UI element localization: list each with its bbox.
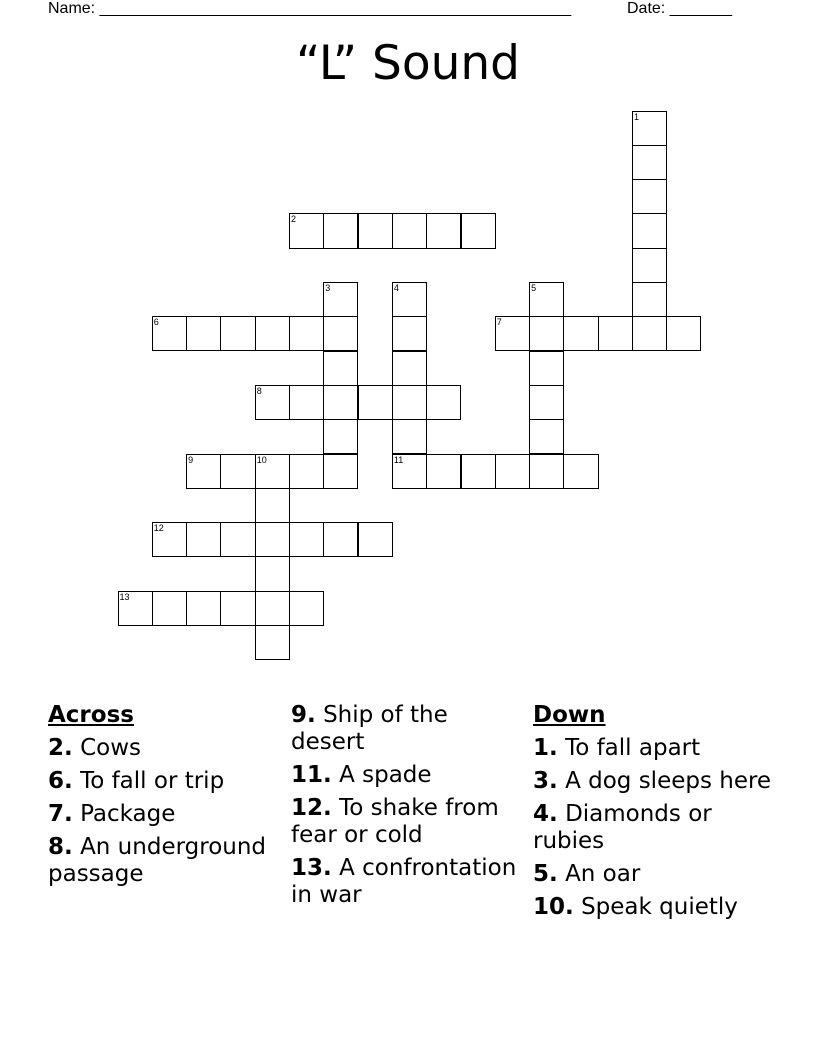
grid-cell[interactable]	[255, 488, 290, 523]
cell-number: 13	[119, 591, 130, 602]
clue-text: A spade	[339, 762, 432, 788]
grid-cell[interactable]	[152, 316, 187, 351]
grid-cell[interactable]	[563, 316, 598, 351]
grid-cell[interactable]	[289, 522, 324, 557]
clue-number: 12.	[291, 795, 332, 821]
cell-number: 1	[634, 111, 640, 122]
grid-cell[interactable]	[323, 419, 358, 454]
clue-column-1	[48, 702, 284, 894]
name-label: Name:	[48, 0, 96, 17]
grid-cell[interactable]	[323, 522, 358, 557]
clue-across-9	[291, 702, 527, 756]
clue-number: 5.	[533, 861, 558, 887]
clue-across-12	[291, 795, 527, 849]
clue-text: Cows	[80, 735, 141, 761]
cell-number: 4	[393, 283, 399, 293]
clue-text: Ship of the desert	[291, 702, 448, 755]
grid-cell[interactable]	[666, 316, 701, 351]
clue-text: To fall or trip	[80, 768, 225, 794]
grid-cell[interactable]	[392, 316, 427, 351]
clue-down-10	[533, 894, 773, 921]
clue-down-1	[533, 735, 773, 762]
grid-cell[interactable]	[495, 454, 530, 489]
grid-cell[interactable]	[255, 385, 290, 420]
clue-number: 3.	[533, 768, 558, 794]
clue-across-8	[48, 834, 284, 888]
clue-down-3	[533, 768, 773, 795]
grid-cell[interactable]	[289, 385, 324, 420]
clue-number: 8.	[48, 834, 73, 860]
grid-cell[interactable]	[632, 179, 667, 214]
grid-cell[interactable]	[392, 351, 427, 386]
grid-cell[interactable]	[255, 556, 290, 591]
clue-across-6	[48, 768, 284, 795]
grid-cell[interactable]	[152, 591, 187, 626]
clue-column-2	[291, 702, 527, 915]
grid-cell[interactable]	[255, 522, 290, 557]
grid-cell[interactable]	[529, 351, 564, 386]
grid-cell[interactable]	[632, 248, 667, 283]
cell-number: 11	[393, 454, 404, 465]
date-blank[interactable]: _______	[669, 0, 732, 17]
cell-number: 7	[496, 317, 502, 328]
clue-text: An oar	[565, 861, 641, 887]
grid-cell[interactable]	[152, 522, 187, 557]
grid-cell[interactable]	[632, 213, 667, 248]
grid-cell[interactable]	[529, 385, 564, 420]
grid-cell[interactable]	[358, 522, 393, 557]
clue-number: 2.	[48, 735, 73, 761]
grid-cell[interactable]	[426, 213, 461, 248]
grid-cell[interactable]	[289, 454, 324, 489]
clue-number: 1.	[533, 735, 558, 761]
grid-cell[interactable]	[255, 316, 290, 351]
clue-number: 4.	[533, 801, 558, 827]
grid-cell[interactable]	[323, 316, 358, 351]
clue-number: 6.	[48, 768, 73, 794]
grid-cell[interactable]	[632, 111, 667, 146]
grid-cell[interactable]	[426, 454, 461, 489]
grid-cell[interactable]	[255, 591, 290, 626]
clue-across-11	[291, 762, 527, 789]
grid-cell[interactable]	[323, 454, 358, 489]
name-blank[interactable]: _____________________________________________________	[99, 0, 572, 17]
grid-cell[interactable]	[392, 282, 427, 317]
grid-cell[interactable]	[529, 316, 564, 351]
clue-text: Speak quietly	[581, 894, 738, 920]
clue-text: A confrontation in war	[291, 855, 517, 908]
grid-cell[interactable]	[323, 385, 358, 420]
grid-cell[interactable]	[220, 591, 255, 626]
grid-cell[interactable]	[392, 213, 427, 248]
grid-cell[interactable]	[323, 351, 358, 386]
grid-cell[interactable]	[632, 282, 667, 317]
grid-cell[interactable]	[632, 145, 667, 180]
grid-cell[interactable]	[358, 213, 393, 248]
clue-number: 11.	[291, 762, 332, 788]
cell-number: 10	[256, 454, 267, 465]
clue-text: Package	[80, 801, 176, 827]
grid-cell[interactable]	[598, 316, 633, 351]
clue-number: 9.	[291, 702, 316, 728]
date-label: Date:	[627, 0, 666, 17]
clue-number: 13.	[291, 855, 332, 881]
grid-cell[interactable]	[255, 625, 290, 660]
cell-number: 3	[325, 283, 331, 293]
clue-number: 7.	[48, 801, 73, 827]
clue-column-3	[533, 702, 773, 927]
clue-across-13	[291, 855, 527, 909]
cell-number: 9	[188, 454, 194, 465]
grid-cell[interactable]	[461, 454, 496, 489]
clue-text: To fall apart	[565, 735, 701, 761]
cell-number: 6	[153, 317, 159, 328]
grid-cell[interactable]	[220, 522, 255, 557]
grid-cell[interactable]	[220, 316, 255, 351]
clue-text: An underground passage	[48, 834, 267, 887]
grid-cell[interactable]	[289, 591, 324, 626]
grid-cell[interactable]	[118, 591, 153, 626]
grid-cell[interactable]	[426, 385, 461, 420]
grid-cell[interactable]	[289, 213, 324, 248]
grid-cell[interactable]	[186, 591, 221, 626]
grid-cell[interactable]	[495, 316, 530, 351]
clue-down-5	[533, 861, 773, 888]
clue-number: 10.	[533, 894, 574, 920]
grid-cell[interactable]	[220, 454, 255, 489]
clue-across-7	[48, 801, 284, 828]
grid-cell[interactable]	[529, 419, 564, 454]
grid-cell[interactable]	[529, 282, 564, 317]
grid-cell[interactable]	[461, 213, 496, 248]
cell-number: 2	[291, 214, 297, 225]
grid-cell[interactable]	[632, 316, 667, 351]
page-title: “L” Sound	[295, 36, 521, 91]
cell-number: 12	[153, 523, 164, 534]
grid-cell[interactable]	[186, 316, 221, 351]
grid-cell[interactable]	[289, 316, 324, 351]
cell-number: 5	[531, 283, 537, 293]
grid-cell[interactable]	[255, 454, 290, 489]
grid-cell[interactable]	[323, 282, 358, 317]
grid-cell[interactable]	[323, 213, 358, 248]
clue-across-2	[48, 735, 284, 762]
grid-cell[interactable]	[186, 454, 221, 489]
grid-cell[interactable]	[392, 385, 427, 420]
clue-down-4	[533, 801, 773, 855]
grid-cell[interactable]	[186, 522, 221, 557]
grid-cell[interactable]	[563, 454, 598, 489]
clue-text: To shake from fear or cold	[291, 795, 499, 848]
clue-text: Diamonds or rubies	[533, 801, 712, 854]
grid-cell[interactable]	[358, 385, 393, 420]
cell-number: 8	[256, 385, 262, 396]
across-heading: Across	[48, 702, 134, 728]
grid-cell[interactable]	[392, 454, 427, 489]
down-heading: Down	[533, 702, 606, 728]
grid-cell[interactable]	[392, 419, 427, 454]
clue-text: A dog sleeps here	[565, 768, 772, 794]
grid-cell[interactable]	[529, 454, 564, 489]
